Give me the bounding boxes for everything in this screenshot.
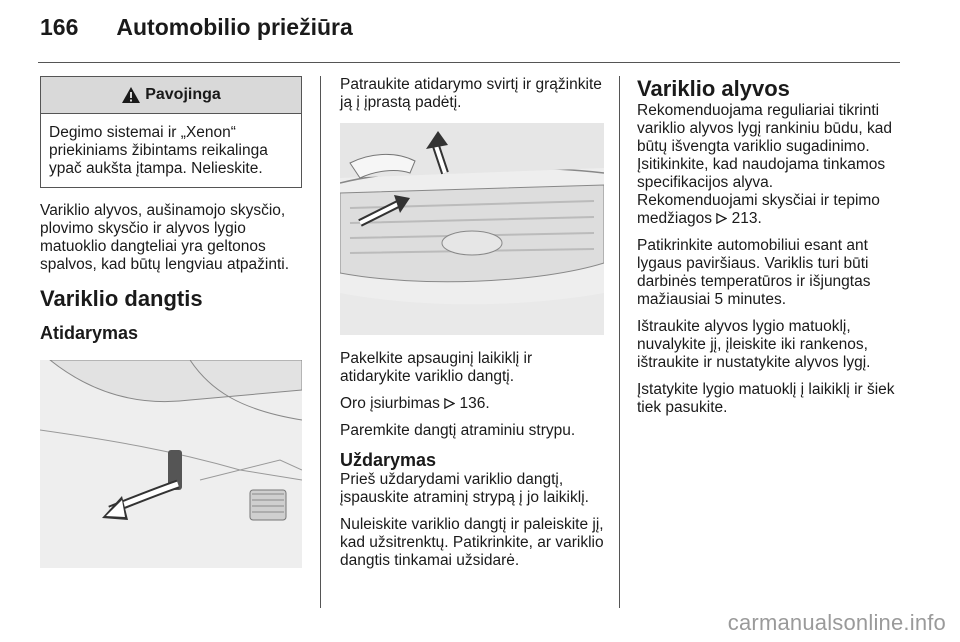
air-intake-text: Oro įsiurbimas	[340, 395, 445, 412]
warning-text: Degimo sistemai ir „Xenon“ priekiniams žibintams reikalinga ypač aukšta įtampa. Nelieskite.	[49, 124, 268, 177]
watermark: carmanualsonline.info	[727, 610, 946, 635]
cross-reference-arrow-icon[interactable]	[716, 213, 727, 224]
cross-reference-arrow-icon[interactable]	[444, 398, 455, 409]
lift-catch-paragraph: Pakelkite apsauginį laikiklį ir atidarykite variklio dangtį.	[340, 350, 533, 385]
page-number: 166	[40, 14, 79, 40]
warning-header	[41, 77, 301, 114]
recommended-fluids-text: Rekomenduojami skysčiai ir tepimo medžiagos	[637, 192, 880, 227]
warning-triangle-icon	[121, 86, 141, 104]
section-heading-hood: Variklio dangtis	[40, 286, 203, 311]
section-heading-engine-oil: Variklio alyvos	[637, 76, 790, 101]
prop-rod-paragraph: Paremkite dangtį atraminiu strypu.	[340, 422, 576, 439]
lower-hood-paragraph: Nuleiskite variklio dangtį ir paleiskite jį, kad užsitrenktų. Patikrinkite, ar variklio dangtis tinkamai užsidarė.	[340, 516, 604, 569]
level-surface-paragraph: Patikrinkite automobiliui esant ant lygaus paviršiaus. Variklis turi būti darbinės temperatūros ir išjungtas mažiausiai 5 minutes.	[637, 237, 871, 308]
air-intake-page-ref[interactable]: 136.	[459, 395, 490, 412]
subheading-opening: Atidarymas	[40, 323, 139, 343]
column-divider-2	[619, 76, 620, 608]
column-left	[40, 76, 302, 573]
column-divider-1	[320, 76, 321, 608]
oil-check-intro-paragraph: Rekomenduojama reguliariai tikrinti variklio alyvos lygį rankiniu būdu, kad būtų išvengta variklio sugadinimo. Įsitikinkite, kad naudojama tinkamos specifikacijos alyva.	[637, 102, 893, 191]
recommended-fluids-page-ref[interactable]: 213.	[731, 210, 762, 227]
caps-paragraph: Variklio alyvos, aušinamojo skysčio, plovimo skysčio ir alyvos lygio matuoklio dangteliai yra geltonos spalvos, kad būtų lengviau atpažinti.	[40, 202, 290, 273]
dipstick-insert-paragraph: Įstatykite lygio matuoklį į laikiklį ir šiek tiek pasukite.	[637, 381, 895, 416]
warning-title: Pavojinga	[145, 86, 221, 103]
page-header	[40, 14, 920, 41]
hood-release-lever-illustration	[40, 354, 302, 573]
pull-lever-paragraph: Patraukite atidarymo svirtį ir grąžinkite ją į įprastą padėtį.	[340, 76, 602, 111]
column-middle	[340, 76, 605, 579]
recommended-fluids-reference	[637, 192, 905, 228]
column-right	[637, 76, 905, 426]
safety-catch-illustration	[340, 121, 605, 350]
warning-box	[40, 76, 302, 188]
dipstick-check-paragraph: Ištraukite alyvos lygio matuoklį, nuvalykite jį, įleiskite iki rankenos, ištraukite ir nustatykite alyvos lygį.	[637, 318, 871, 371]
air-intake-reference	[340, 395, 605, 413]
subheading-closing: Uždarymas	[340, 450, 437, 470]
before-closing-paragraph: Prieš uždarydami variklio dangtį, įspauskite atraminį strypą į jo laikiklį.	[340, 471, 589, 506]
page-title: Automobilio priežiūra	[116, 14, 353, 40]
header-divider	[38, 62, 900, 63]
